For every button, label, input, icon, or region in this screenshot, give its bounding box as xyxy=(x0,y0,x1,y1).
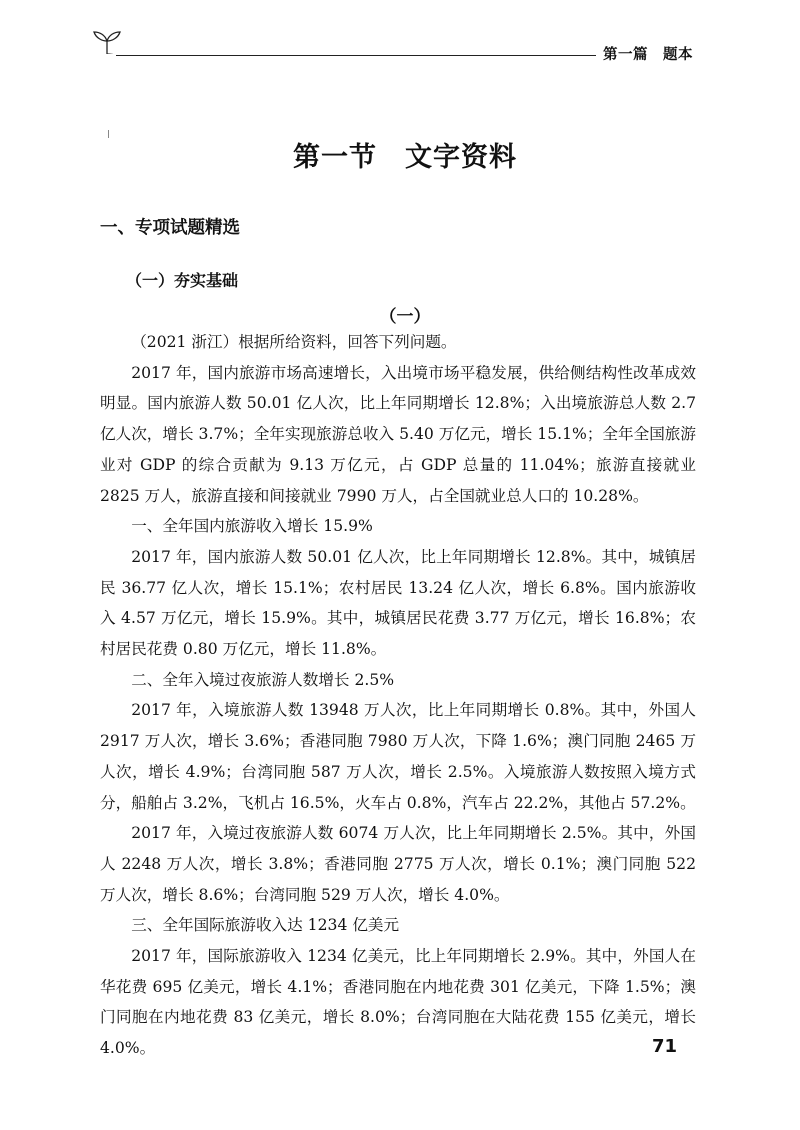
chapter-label: 第一篇 题本 xyxy=(603,47,693,63)
paragraph: 2017 年，国际旅游收入 1234 亿美元，比上年同期增长 2.9%。其中，外国人在华花费 695 亿美元，增长 4.1%；香港同胞在内地花费 301 亿美元，下降 1.5%；澳门同胞在内地花费 83 亿美元，增长 8.0%；台湾同胞在大陆花费 155 亿美元，增长 4.0%。 xyxy=(100,947,696,1058)
paragraph: 2017 年，国内旅游市场高速增长，入出境市场平稳发展，供给侧结构性改革成效明显。国内旅游人数 50.01 亿人次，比上年同期增长 12.8%；入出境旅游总人数 2.7 亿人次，增长 3.7%；全年实现旅游总收入 5.40 万亿元，增长 15.1%；全年全国旅游业对 GDP 的综合贡献为 9.13 万亿元，占 GDP 总量的 11.04%；旅游直接就业 2825 万人，旅游直接和间接就业 7990 万人，占全国就业总人口的 10.28%。 xyxy=(100,363,696,505)
page-title: 第一节 文字资料 xyxy=(293,142,517,173)
question-number-heading: （一） xyxy=(379,307,431,327)
paragraph: 2017 年，入境过夜旅游人数 6074 万人次，比上年同期增长 2.5%。其中，外国人 2248 万人次，增长 3.8%；香港同胞 2775 万人次，增长 0.1%；澳门同胞 522 万人次，增长 8.6%；台湾同胞 529 万人次，增长 4.0%。 xyxy=(100,824,696,904)
paragraph: 2017 年，入境旅游人数 13948 万人次，比上年同期增长 0.8%。其中，外国人 2917 万人次，增长 3.6%；香港同胞 7980 万人次，下降 1.6%；澳门同胞 2465 万人次，增长 4.9%；台湾同胞 587 万人次，增长 2.5%。入境旅游人数按照入境方式分，船舶占 3.2%，飞机占 16.5%，火车占 0.8%，汽车占 22.2%，其他占 57.2%。 xyxy=(100,701,696,812)
section-heading: 一、专项试题精选 xyxy=(100,218,240,238)
page-number: 71 xyxy=(652,1036,678,1057)
body-text xyxy=(100,327,696,1064)
header-rule xyxy=(116,55,596,56)
sprout-leaf-icon xyxy=(90,28,124,54)
paragraph-subheading: 三、全年国际旅游收入达 1234 亿美元 xyxy=(131,916,400,935)
paragraph-subheading: 一、全年国内旅游收入增长 15.9% xyxy=(131,517,373,536)
question-intro: （2021 浙江）根据所给资料，回答下列问题。 xyxy=(131,333,457,351)
paragraph-subheading: 二、全年入境过夜旅游人数增长 2.5% xyxy=(131,670,395,689)
subsection-heading: （一）夯实基础 xyxy=(126,271,239,290)
paragraph: 2017 年，国内旅游人数 50.01 亿人次，比上年同期增长 12.8%。其中，城镇居民 36.77 亿人次，增长 15.1%；农村居民 13.24 亿人次，增长 6.8%。国内旅游收入 4.57 万亿元，增长 15.9%。其中，城镇居民花费 3.77 万亿元，增长 16.8%；农村居民花费 0.80 万亿元，增长 11.8%。 xyxy=(100,547,696,659)
